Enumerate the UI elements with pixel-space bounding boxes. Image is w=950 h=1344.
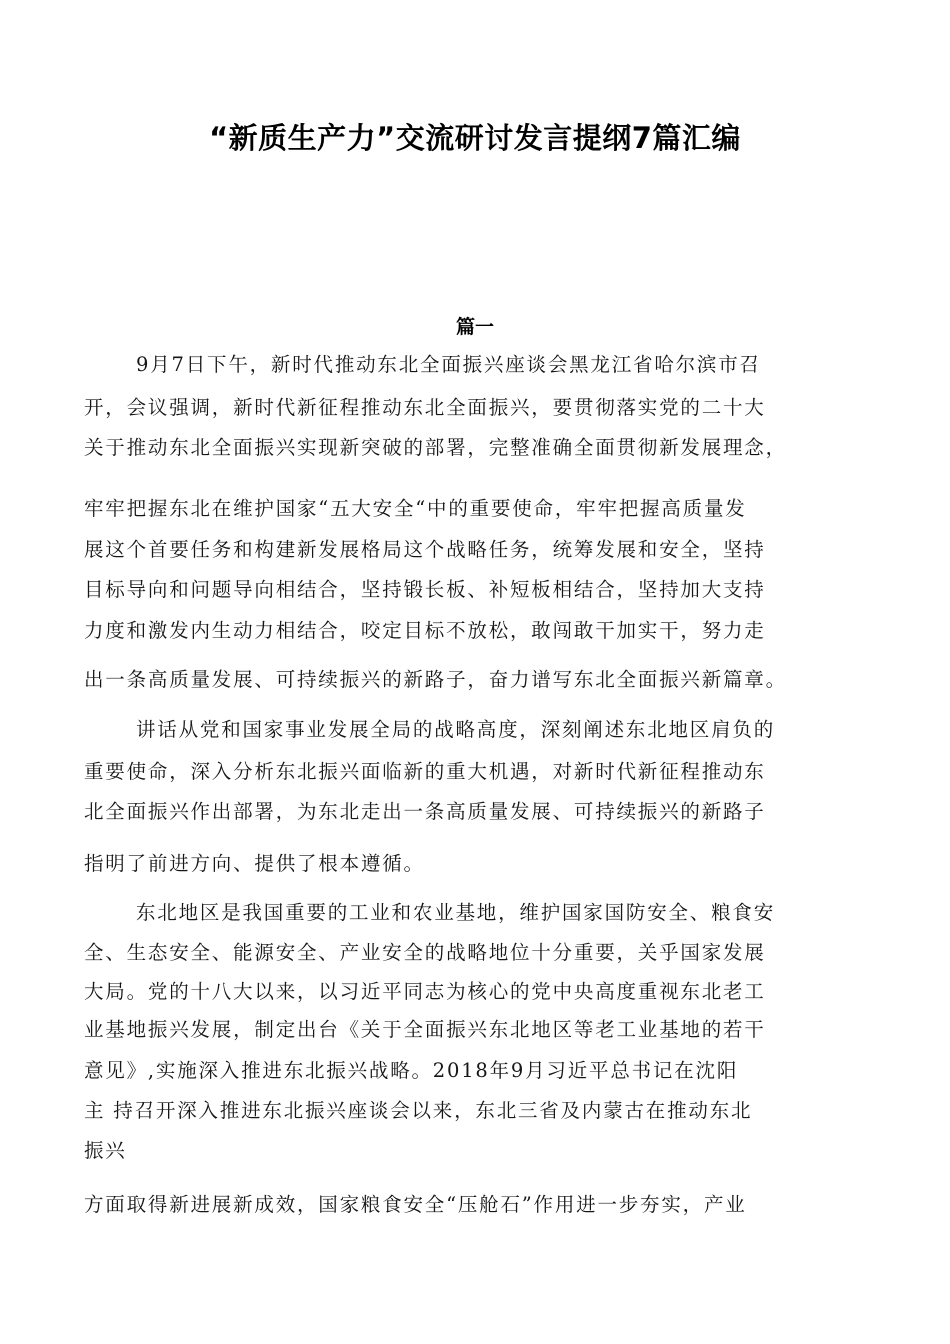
body-line: 重要使命，深入分析东北振兴面临新的重大机遇，对新时代新征程推动东 [84,760,766,783]
body-line: 开，会议强调，新时代新征程推动东北全面振兴，要贯彻落实党的二十大 [84,396,766,419]
body-line: 方面取得新进展新成效，国家粮食安全“压舱石”作用进一步夯实，产业 [84,1193,747,1216]
body-line: 意见》,实施深入推进东北振兴战略。2018年9月习近平总书记在沈阳 [84,1059,739,1082]
body-line: 东北地区是我国重要的工业和农业基地，维护国家国防安全、粮食安 [136,901,776,924]
body-line: 展这个首要任务和构建新发展格局这个战略任务，统筹发展和安全，坚持 [84,538,766,561]
body-line: 讲话从党和国家事业发展全局的战略高度，深刻阐述东北地区肩负的 [136,718,776,741]
body-line: 主 持召开深入推进东北振兴座谈会以来，东北三省及内蒙古在推动东北 [84,1099,753,1122]
body-line: 关于推动东北全面振兴实现新突破的部署，完整准确全面贯彻新发展理念， [84,436,787,459]
body-line: 全、生态安全、能源安全、产业安全的战略地位十分重要，关乎国家发展 [84,941,766,964]
body-line: 振兴 [84,1139,127,1162]
section-heading: 篇一 [455,316,494,338]
body-line: 目标导向和问题导向相结合，坚持锻长板、补短板相结合，坚持加大支持 [84,578,766,601]
body-line: 牢牢把握东北在维护国家“五大安全“中的重要使命，牢牢把握高质量发 [84,497,747,520]
body-line: 指明了前进方向、提供了根本遵循。 [84,852,425,875]
body-line: 力度和激发内生动力相结合，咬定目标不放松，敢闯敢干加实干，努力走 [84,619,766,642]
body-line: 9月7日下午，新时代推动东北全面振兴座谈会黑龙江省哈尔滨市召 [136,353,761,376]
body-line: 北全面振兴作出部署，为东北走出一条高质量发展、可持续振兴的新路子 [84,800,766,823]
body-line: 大局。党的十八大以来，以习近平同志为核心的党中央高度重视东北老工 [84,980,766,1003]
document-title: “新质生产力”交流研讨发言提纲7篇汇编 [209,121,741,155]
body-line: 出一条高质量发展、可持续振兴的新路子，奋力谱写东北全面振兴新篇章。 [84,668,787,691]
body-line: 业基地振兴发展，制定出台《关于全面振兴东北地区等老工业基地的若干 [84,1018,766,1041]
